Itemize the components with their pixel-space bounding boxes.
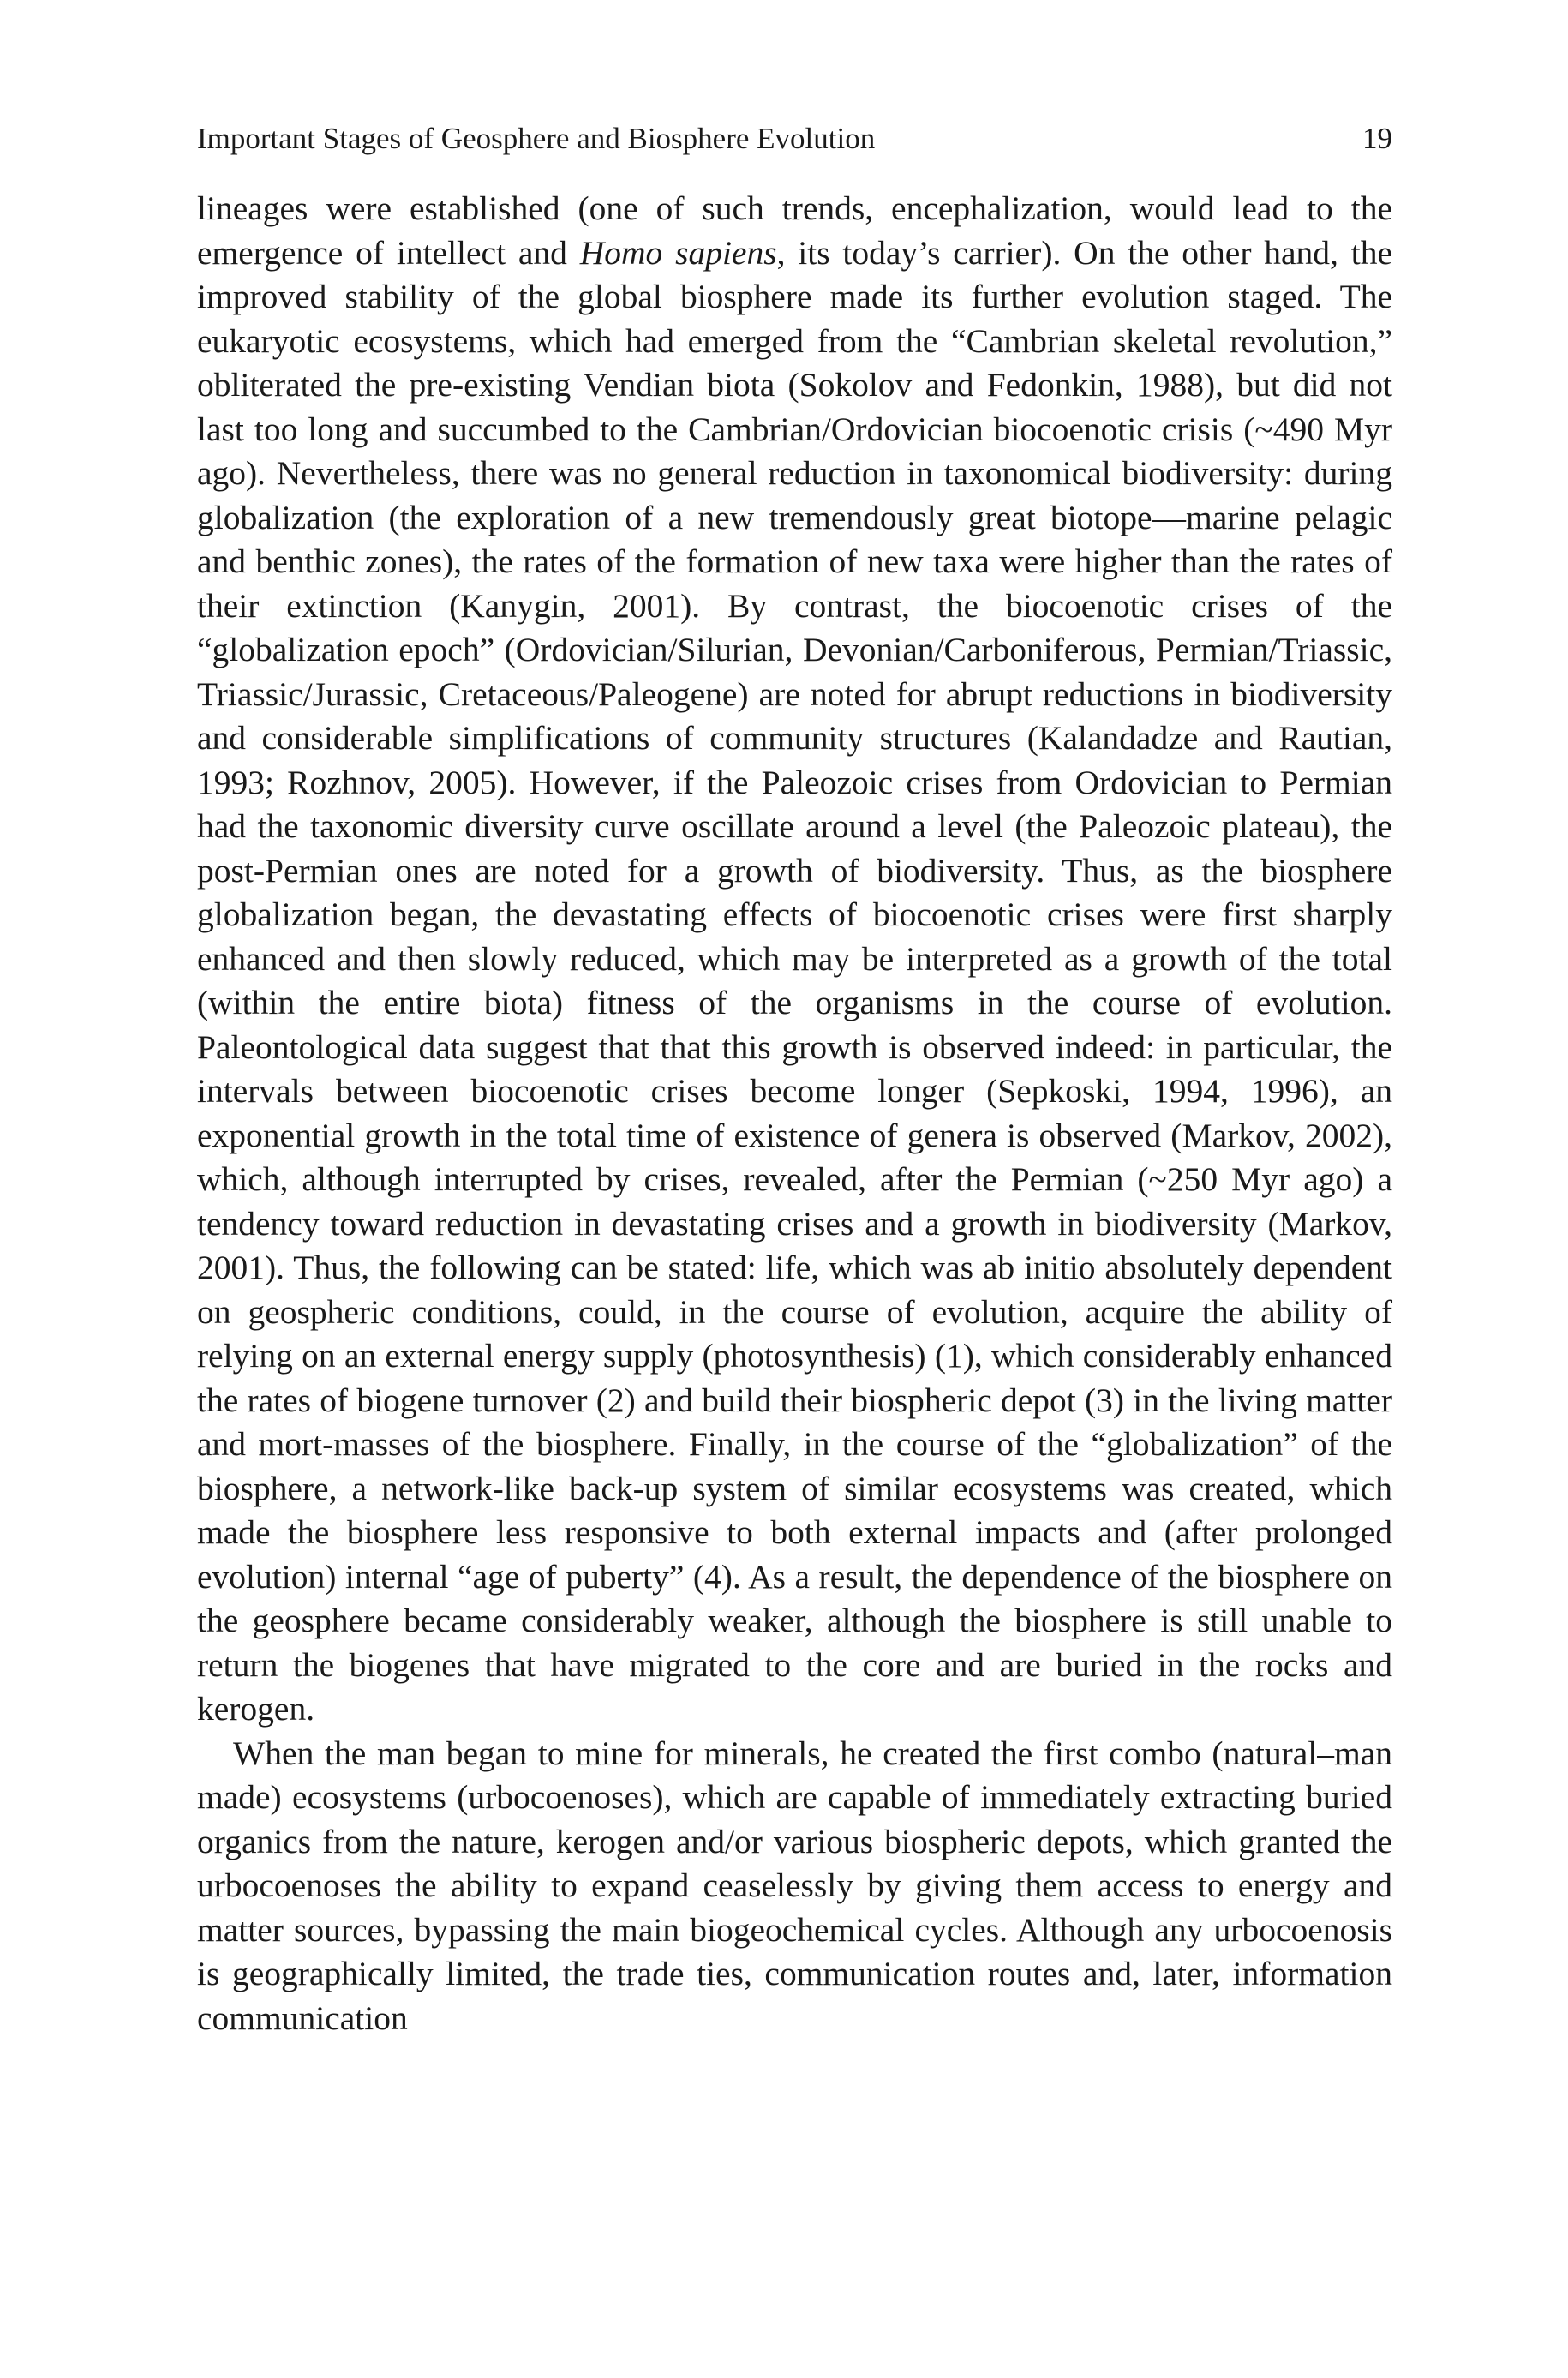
species-name-italic: Homo sapiens bbox=[579, 233, 777, 272]
paragraph-1-segment-2: , its today’s carrier). On the other hand, the improved stability of the global biosphere made its further evolution staged. The eukaryotic ecosystems, which had emerged from the “Cambrian skeletal revolution,” obliterated the pre-existing Vendian biota (Sokolov and Fedonkin, 1988), but did not last too long and succumbed to the Cambrian/Ordovician biocoenotic crisis (~490 Myr ago). Nevertheless, there was no general reduction in taxonomical biodiversity: during globalization (the exploration of a new tremendously great biotope—marine pelagic and benthic zones), the rates of the formation of new taxa were higher than the rates of their extinction (Kanygin, 2001). By contrast, the biocoenotic crises of the “globalization epoch” (Ordovician/Silurian, Devonian/Carboniferous, Permian/Triassic, Triassic/Jurassic, Cretaceous/Paleogene) are noted for abrupt reductions in biodiversity and considerable simplifications of community structures (Kalandadze and Rautian, 1993; Rozhnov, 2005). However, if the Paleozoic crises from Ordovician to Permian had the taxonomic diversity curve oscillate around a level (the Paleozoic plateau), the post-Permian ones are noted for a growth of biodiversity. Thus, as the biosphere globalization began, the devastating effects of biocoenotic crises were first sharply enhanced and then slowly reduced, which may be interpreted as a growth of the total (within the entire biota) fitness of the organisms in the course of evolution. Paleontological data suggest that that this growth is observed indeed: in particular, the intervals between biocoenotic crises become longer (Sepkoski, 1994, 1996), an exponential growth in the total time of existence of genera is observed (Markov, 2002), which, although interrupted by crises, revealed, after the Permian (~250 Myr ago) a tendency toward reduction in devastating crises and a growth in biodiversity (Markov, 2001). Thus, the following can be stated: life, which was ab initio absolutely dependent on geospheric conditions, could, in the course of evolution, acquire the ability of relying on an external energy supply (photosynthesis) (1), which considerably enhanced the rates of biogene turnover (2) and build their biospheric depot (3) in the living matter and mort-masses of the biosphere. Finally, in the course of the “globalization” of the biosphere, a network-like back-up system of similar ecosystems was created, which made the biosphere less responsive to both external impacts and (after prolonged evolution) internal “age of puberty” (4). As a result, the dependence of the biosphere on the geosphere became considerably weaker, although the biosphere is still unable to return the biogenes that have migrated to the core and are buried in the rocks and kerogen. bbox=[197, 233, 1392, 1728]
page-number: 19 bbox=[1362, 122, 1392, 155]
body-text bbox=[197, 187, 1392, 2040]
paragraph-2: When the man began to mine for minerals, he created the first combo (natural–man made) ecosystems (urbocoenoses), which are capable of immediately extracting buried organics from the nature, kerogen and/or various biospheric depots, which granted the urbocoenoses the ability to expand ceaselessly by giving them access to energy and matter sources, bypassing the main biogeochemical cycles. Although any urbocoenosis is geographically limited, the trade ties, communication routes and, later, information communication bbox=[197, 1734, 1392, 2037]
book-page bbox=[197, 120, 1392, 2040]
paragraph-1 bbox=[197, 187, 1392, 1732]
running-head bbox=[197, 120, 1392, 158]
paragraph-1-segment-1: lineages were established (one of such trends, encephalization, would lead to the emergence of intellect and bbox=[197, 189, 1392, 272]
running-title: Important Stages of Geosphere and Biosphere Evolution bbox=[197, 122, 876, 155]
